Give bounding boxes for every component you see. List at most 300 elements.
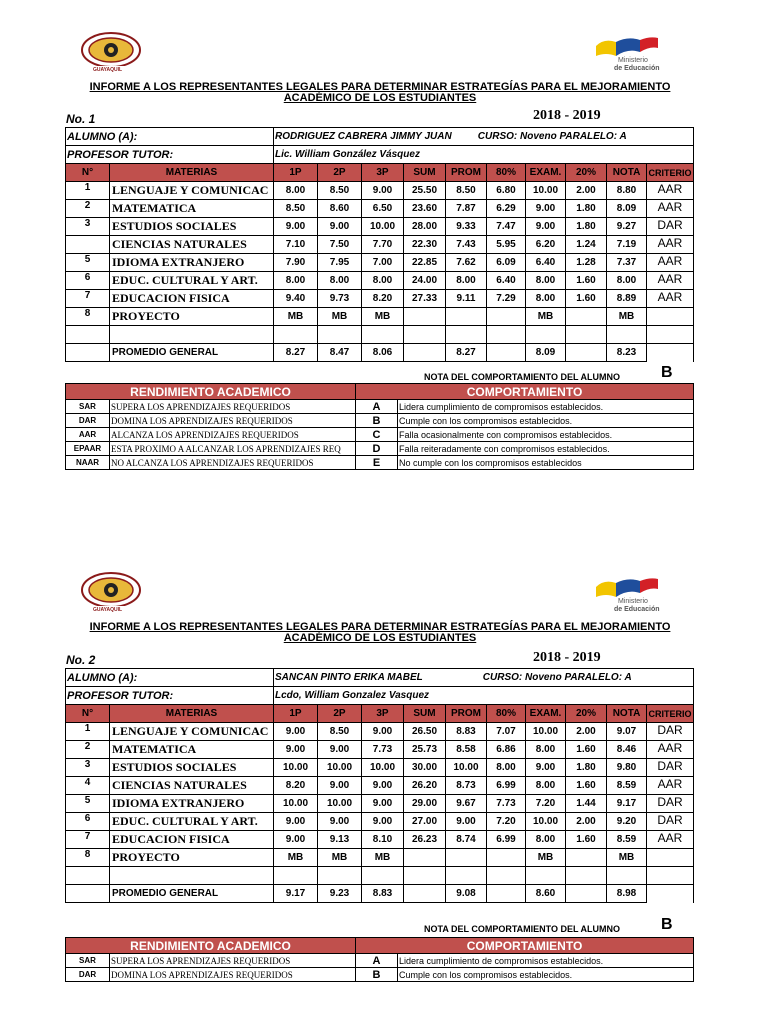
grade-prom: 9.11 bbox=[446, 290, 487, 308]
grade-p1: 8.20 bbox=[274, 777, 318, 795]
grade-criterio: DAR bbox=[647, 218, 694, 236]
subject-row bbox=[66, 308, 694, 326]
grade-sum: 24.00 bbox=[404, 272, 446, 290]
student-name: SANCAN PINTO ERIKA MABEL bbox=[275, 672, 423, 683]
subject-number: 5 bbox=[66, 795, 110, 813]
grade-80: 6.99 bbox=[487, 831, 526, 849]
grade-exam: 7.20 bbox=[526, 795, 566, 813]
grades-table bbox=[65, 127, 694, 362]
behavior-letter: D bbox=[356, 442, 398, 456]
grade-20: 1.60 bbox=[566, 741, 607, 759]
grade-20: 1.24 bbox=[566, 236, 607, 254]
grade-criterio: AAR bbox=[647, 741, 694, 759]
grade-exam: MB bbox=[526, 849, 566, 867]
grade-sum: 29.00 bbox=[404, 795, 446, 813]
avg-p2: 8.47 bbox=[318, 344, 362, 362]
grade-p3: 8.10 bbox=[362, 831, 404, 849]
subject-number: 3 bbox=[66, 218, 110, 236]
subject-name: MATEMATICA bbox=[110, 200, 274, 218]
grade-exam: 10.00 bbox=[526, 813, 566, 831]
avg-prom: 8.27 bbox=[446, 344, 487, 362]
grade-p1: 8.00 bbox=[274, 182, 318, 200]
grade-80: 6.99 bbox=[487, 777, 526, 795]
grade-p2: MB bbox=[318, 849, 362, 867]
subject-number: 3 bbox=[66, 759, 110, 777]
grade-nota: 8.80 bbox=[607, 182, 647, 200]
legend-description: NO ALCANZA LOS APRENDIZAJES REQUERIDOS bbox=[110, 456, 356, 470]
legend-code: AAR bbox=[66, 428, 110, 442]
grade-sum: 26.50 bbox=[404, 723, 446, 741]
subject-name: IDIOMA EXTRANJERO bbox=[110, 795, 274, 813]
behavior-description: Lidera cumplimiento de compromisos establecidos. bbox=[398, 400, 694, 414]
grade-sum bbox=[404, 849, 446, 867]
avg-prom: 9.08 bbox=[446, 885, 487, 903]
grade-p3: 7.73 bbox=[362, 741, 404, 759]
subject-number: 5 bbox=[66, 254, 110, 272]
grade-prom: 8.83 bbox=[446, 723, 487, 741]
grade-p2: 9.73 bbox=[318, 290, 362, 308]
grade-exam: MB bbox=[526, 308, 566, 326]
grade-nota: 7.37 bbox=[607, 254, 647, 272]
grade-80 bbox=[487, 849, 526, 867]
grade-20: 1.60 bbox=[566, 777, 607, 795]
grade-p3: MB bbox=[362, 308, 404, 326]
legend-row bbox=[66, 456, 694, 470]
grade-prom: 7.62 bbox=[446, 254, 487, 272]
grade-criterio: DAR bbox=[647, 759, 694, 777]
grade-nota: 8.46 bbox=[607, 741, 647, 759]
behavior-letter: C bbox=[356, 428, 398, 442]
subject-row bbox=[66, 200, 694, 218]
subject-number: 7 bbox=[66, 290, 110, 308]
grade-20 bbox=[566, 849, 607, 867]
grade-p1: 9.00 bbox=[274, 723, 318, 741]
behavior-letter: A bbox=[356, 400, 398, 414]
subject-number: 8 bbox=[66, 308, 110, 326]
col-nota: NOTA bbox=[607, 164, 647, 182]
grade-exam: 8.00 bbox=[526, 831, 566, 849]
grade-prom: 9.00 bbox=[446, 813, 487, 831]
grade-sum: 25.73 bbox=[404, 741, 446, 759]
grade-nota: MB bbox=[607, 308, 647, 326]
grade-p3: 9.00 bbox=[362, 795, 404, 813]
grade-p2: 9.00 bbox=[318, 741, 362, 759]
grade-prom: 10.00 bbox=[446, 759, 487, 777]
behavior-note-label: NOTA DEL COMPORTAMIENTO DEL ALUMNO bbox=[424, 924, 620, 934]
course-info: CURSO: Noveno PARALELO: A bbox=[477, 131, 627, 142]
grade-20: 1.28 bbox=[566, 254, 607, 272]
grade-exam: 6.40 bbox=[526, 254, 566, 272]
rendimiento-header: RENDIMIENTO ACADEMICO bbox=[66, 384, 356, 400]
grade-criterio: AAR bbox=[647, 290, 694, 308]
subject-row bbox=[66, 182, 694, 200]
grades-table bbox=[65, 668, 694, 903]
grade-p3: 9.00 bbox=[362, 723, 404, 741]
report-title: INFORME A LOS REPRESENTANTES LEGALES PARA DETERMINAR ESTRATEGÍAS PARA EL MEJORAMIENTO ACADÉMICO DE LOS ESTUDIANTES bbox=[89, 621, 671, 644]
legend-code: DAR bbox=[66, 968, 110, 982]
col-exam: EXAM. bbox=[526, 705, 566, 723]
grade-exam: 9.00 bbox=[526, 218, 566, 236]
grade-criterio: DAR bbox=[647, 795, 694, 813]
behavior-description: Falla reiteradamente con compromisos establecidos. bbox=[398, 442, 694, 456]
grade-prom: 9.67 bbox=[446, 795, 487, 813]
subject-name: PROYECTO bbox=[110, 849, 274, 867]
grade-p2: 9.00 bbox=[318, 813, 362, 831]
behavior-grade: B bbox=[661, 364, 673, 381]
grade-exam: 8.00 bbox=[526, 272, 566, 290]
empty-row bbox=[66, 867, 694, 885]
legend-row bbox=[66, 442, 694, 456]
grade-p3: 9.00 bbox=[362, 813, 404, 831]
legend-code: SAR bbox=[66, 954, 110, 968]
subject-name: EDUCACION FISICA bbox=[110, 831, 274, 849]
behavior-description: Lidera cumplimiento de compromisos establecidos. bbox=[398, 954, 694, 968]
col-prom: PROM bbox=[446, 164, 487, 182]
subject-row bbox=[66, 849, 694, 867]
grade-p3: 8.20 bbox=[362, 290, 404, 308]
grade-p3: 7.70 bbox=[362, 236, 404, 254]
grade-sum: 22.30 bbox=[404, 236, 446, 254]
grade-prom: 8.58 bbox=[446, 741, 487, 759]
legend-description: SUPERA LOS APRENDIZAJES REQUERIDOS bbox=[110, 400, 356, 414]
col-20: 20% bbox=[566, 705, 607, 723]
grade-prom: 8.73 bbox=[446, 777, 487, 795]
grade-80: 7.29 bbox=[487, 290, 526, 308]
comportamiento-header: COMPORTAMIENTO bbox=[356, 384, 694, 400]
grade-criterio: AAR bbox=[647, 272, 694, 290]
subject-number: 1 bbox=[66, 723, 110, 741]
legend-row bbox=[66, 954, 694, 968]
grade-p2: 9.00 bbox=[318, 218, 362, 236]
grade-80: 7.20 bbox=[487, 813, 526, 831]
avg-p3: 8.06 bbox=[362, 344, 404, 362]
subject-name: ESTUDIOS SOCIALES bbox=[110, 218, 274, 236]
col-20: 20% bbox=[566, 164, 607, 182]
grades-header bbox=[66, 705, 694, 723]
col-80: 80% bbox=[487, 705, 526, 723]
grade-p3: 9.00 bbox=[362, 777, 404, 795]
school-logo: GUAYAQUIL bbox=[80, 30, 142, 74]
avg-p2: 9.23 bbox=[318, 885, 362, 903]
grade-sum: 23.60 bbox=[404, 200, 446, 218]
col-p2: 2P bbox=[318, 164, 362, 182]
school-logo: GUAYAQUIL bbox=[80, 570, 142, 614]
grade-criterio: AAR bbox=[647, 236, 694, 254]
col-num: N° bbox=[66, 164, 110, 182]
course-info: CURSO: Noveno PARALELO: A bbox=[482, 672, 632, 683]
subject-name: CIENCIAS NATURALES bbox=[110, 236, 274, 254]
behavior-letter: B bbox=[356, 968, 398, 982]
grade-sum bbox=[404, 308, 446, 326]
grade-p1: 9.40 bbox=[274, 290, 318, 308]
grade-p3: 10.00 bbox=[362, 759, 404, 777]
col-exam: EXAM. bbox=[526, 164, 566, 182]
grade-nota: 9.80 bbox=[607, 759, 647, 777]
subject-row bbox=[66, 272, 694, 290]
student-name: RODRIGUEZ CABRERA JIMMY JUAN bbox=[275, 131, 452, 142]
grade-20: 1.44 bbox=[566, 795, 607, 813]
grade-exam: 10.00 bbox=[526, 182, 566, 200]
grade-p1: 9.00 bbox=[274, 813, 318, 831]
grade-nota: 8.09 bbox=[607, 200, 647, 218]
subject-row bbox=[66, 236, 694, 254]
subject-number: 6 bbox=[66, 813, 110, 831]
grade-sum: 22.85 bbox=[404, 254, 446, 272]
rendimiento-header: RENDIMIENTO ACADEMICO bbox=[66, 938, 356, 954]
grade-p2: 8.50 bbox=[318, 723, 362, 741]
subject-number: 4 bbox=[66, 777, 110, 795]
grade-prom: 8.00 bbox=[446, 272, 487, 290]
subject-name: EDUC. CULTURAL Y ART. bbox=[110, 813, 274, 831]
grade-p1: 9.00 bbox=[274, 831, 318, 849]
grade-20: 2.00 bbox=[566, 182, 607, 200]
subject-number: 8 bbox=[66, 849, 110, 867]
subject-name: IDIOMA EXTRANJERO bbox=[110, 254, 274, 272]
col-p1: 1P bbox=[274, 164, 318, 182]
subject-row bbox=[66, 290, 694, 308]
legend-description: ESTA PROXIMO A ALCANZAR LOS APRENDIZAJES REQ bbox=[110, 442, 356, 456]
grade-p1: 9.00 bbox=[274, 741, 318, 759]
grade-p2: 7.50 bbox=[318, 236, 362, 254]
col-materias: MATERIAS bbox=[110, 705, 274, 723]
grade-exam: 9.00 bbox=[526, 759, 566, 777]
grade-prom: 8.74 bbox=[446, 831, 487, 849]
grade-nota: 8.89 bbox=[607, 290, 647, 308]
grade-p2: 10.00 bbox=[318, 795, 362, 813]
school-year: 2018 - 2019 bbox=[533, 650, 601, 665]
behavior-letter: A bbox=[356, 954, 398, 968]
subject-row bbox=[66, 795, 694, 813]
grade-p2: 8.50 bbox=[318, 182, 362, 200]
grade-p1: 7.90 bbox=[274, 254, 318, 272]
behavior-letter: B bbox=[356, 414, 398, 428]
grade-80: 7.47 bbox=[487, 218, 526, 236]
legend-row bbox=[66, 414, 694, 428]
col-num: N° bbox=[66, 705, 110, 723]
col-p3: 3P bbox=[362, 705, 404, 723]
average-label: PROMEDIO GENERAL bbox=[110, 885, 274, 903]
col-criterio: CRITERIO bbox=[647, 705, 694, 723]
legend-description: DOMINA LOS APRENDIZAJES REQUERIDOS bbox=[110, 414, 356, 428]
subject-row bbox=[66, 831, 694, 849]
col-p2: 2P bbox=[318, 705, 362, 723]
ministry-logo: Ministerio de Educación bbox=[594, 575, 660, 615]
grade-nota: 8.00 bbox=[607, 272, 647, 290]
grade-p2: MB bbox=[318, 308, 362, 326]
subject-row bbox=[66, 813, 694, 831]
grade-exam: 8.00 bbox=[526, 777, 566, 795]
school-year: 2018 - 2019 bbox=[533, 108, 601, 123]
grade-80: 5.95 bbox=[487, 236, 526, 254]
grade-p3: 9.00 bbox=[362, 182, 404, 200]
subject-name: CIENCIAS NATURALES bbox=[110, 777, 274, 795]
grade-20: 2.00 bbox=[566, 813, 607, 831]
grade-criterio: AAR bbox=[647, 254, 694, 272]
subject-name: EDUCACION FISICA bbox=[110, 290, 274, 308]
subject-row bbox=[66, 759, 694, 777]
grade-80: 7.07 bbox=[487, 723, 526, 741]
subject-row bbox=[66, 218, 694, 236]
behavior-letter: E bbox=[356, 456, 398, 470]
tutor-label: PROFESOR TUTOR: bbox=[66, 146, 274, 164]
grade-p1: 8.50 bbox=[274, 200, 318, 218]
grade-prom: 7.43 bbox=[446, 236, 487, 254]
grade-prom bbox=[446, 849, 487, 867]
legend-code: NAAR bbox=[66, 456, 110, 470]
col-p3: 3P bbox=[362, 164, 404, 182]
col-criterio: CRITERIO bbox=[647, 164, 694, 182]
grade-sum: 27.00 bbox=[404, 813, 446, 831]
grade-p1: 10.00 bbox=[274, 759, 318, 777]
avg-p3: 8.83 bbox=[362, 885, 404, 903]
subject-row bbox=[66, 777, 694, 795]
grade-criterio: AAR bbox=[647, 200, 694, 218]
grade-p2: 9.13 bbox=[318, 831, 362, 849]
report-number: No. 1 bbox=[66, 112, 96, 126]
tutor-name: Lcdo, William Gonzalez Vasquez bbox=[274, 687, 694, 705]
grade-criterio bbox=[647, 308, 694, 326]
grade-sum: 28.00 bbox=[404, 218, 446, 236]
grade-sum: 26.20 bbox=[404, 777, 446, 795]
grades-header bbox=[66, 164, 694, 182]
grade-criterio: AAR bbox=[647, 831, 694, 849]
behavior-note-label: NOTA DEL COMPORTAMIENTO DEL ALUMNO bbox=[424, 372, 620, 382]
grade-80: 6.86 bbox=[487, 741, 526, 759]
grade-20: 1.80 bbox=[566, 200, 607, 218]
legend-code: EPAAR bbox=[66, 442, 110, 456]
grade-80: 8.00 bbox=[487, 759, 526, 777]
grade-criterio: AAR bbox=[647, 182, 694, 200]
grade-nota: 9.27 bbox=[607, 218, 647, 236]
col-p1: 1P bbox=[274, 705, 318, 723]
grade-nota: 9.07 bbox=[607, 723, 647, 741]
subject-row bbox=[66, 723, 694, 741]
avg-nota: 8.98 bbox=[607, 885, 647, 903]
grade-p2: 9.00 bbox=[318, 777, 362, 795]
legend-table bbox=[65, 383, 694, 470]
grade-exam: 6.20 bbox=[526, 236, 566, 254]
grade-nota: 8.59 bbox=[607, 831, 647, 849]
subject-number: 1 bbox=[66, 182, 110, 200]
grade-criterio: DAR bbox=[647, 723, 694, 741]
grade-p3: 6.50 bbox=[362, 200, 404, 218]
grade-exam: 8.00 bbox=[526, 290, 566, 308]
grade-p3: 7.00 bbox=[362, 254, 404, 272]
legend-row bbox=[66, 400, 694, 414]
grade-80: 6.29 bbox=[487, 200, 526, 218]
legend-row bbox=[66, 968, 694, 982]
grade-exam: 8.00 bbox=[526, 741, 566, 759]
grade-p3: 10.00 bbox=[362, 218, 404, 236]
behavior-description: Cumple con los compromisos establecidos. bbox=[398, 414, 694, 428]
subject-row bbox=[66, 254, 694, 272]
subject-name: EDUC. CULTURAL Y ART. bbox=[110, 272, 274, 290]
behavior-description: Cumple con los compromisos establecidos. bbox=[398, 968, 694, 982]
grade-p2: 10.00 bbox=[318, 759, 362, 777]
grade-prom: 7.87 bbox=[446, 200, 487, 218]
grade-nota: 8.59 bbox=[607, 777, 647, 795]
col-materias: MATERIAS bbox=[110, 164, 274, 182]
grade-p1: MB bbox=[274, 849, 318, 867]
grade-criterio: AAR bbox=[647, 777, 694, 795]
col-80: 80% bbox=[487, 164, 526, 182]
tutor-label: PROFESOR TUTOR: bbox=[66, 687, 274, 705]
grade-p2: 8.60 bbox=[318, 200, 362, 218]
behavior-description: No cumple con los compromisos establecidos bbox=[398, 456, 694, 470]
avg-exam: 8.60 bbox=[526, 885, 566, 903]
legend-description: DOMINA LOS APRENDIZAJES REQUERIDOS bbox=[110, 968, 356, 982]
col-sum: SUM bbox=[404, 705, 446, 723]
avg-nota: 8.23 bbox=[607, 344, 647, 362]
grade-20: 1.60 bbox=[566, 831, 607, 849]
average-row bbox=[66, 344, 694, 362]
report-title: INFORME A LOS REPRESENTANTES LEGALES PARA DETERMINAR ESTRATEGÍAS PARA EL MEJORAMIENTO ACADÉMICO DE LOS ESTUDIANTES bbox=[89, 81, 671, 104]
legend-description: ALCANZA LOS APRENDIZAJES REQUERIDOS bbox=[110, 428, 356, 442]
grade-nota: 9.20 bbox=[607, 813, 647, 831]
average-label: PROMEDIO GENERAL bbox=[110, 344, 274, 362]
subject-name: PROYECTO bbox=[110, 308, 274, 326]
col-sum: SUM bbox=[404, 164, 446, 182]
avg-p1: 8.27 bbox=[274, 344, 318, 362]
grade-nota: 9.17 bbox=[607, 795, 647, 813]
grade-criterio: DAR bbox=[647, 813, 694, 831]
grade-20: 1.80 bbox=[566, 759, 607, 777]
grade-exam: 10.00 bbox=[526, 723, 566, 741]
grade-p1: 7.10 bbox=[274, 236, 318, 254]
grade-p1: 10.00 bbox=[274, 795, 318, 813]
comportamiento-header: COMPORTAMIENTO bbox=[356, 938, 694, 954]
grade-nota: 7.19 bbox=[607, 236, 647, 254]
grade-p1: MB bbox=[274, 308, 318, 326]
grade-p1: 9.00 bbox=[274, 218, 318, 236]
legend-description: SUPERA LOS APRENDIZAJES REQUERIDOS bbox=[110, 954, 356, 968]
grade-20: 1.60 bbox=[566, 290, 607, 308]
subject-number bbox=[66, 236, 110, 254]
grade-80: 6.80 bbox=[487, 182, 526, 200]
alumno-label: ALUMNO (A): bbox=[66, 669, 274, 687]
grade-exam: 9.00 bbox=[526, 200, 566, 218]
grade-80: 6.09 bbox=[487, 254, 526, 272]
grade-sum: 26.23 bbox=[404, 831, 446, 849]
grade-nota: MB bbox=[607, 849, 647, 867]
subject-number: 2 bbox=[66, 200, 110, 218]
report-number: No. 2 bbox=[66, 653, 96, 667]
empty-row bbox=[66, 326, 694, 344]
subject-name: LENGUAJE Y COMUNICAC bbox=[110, 182, 274, 200]
tutor-name: Lic. William González Vásquez bbox=[274, 146, 694, 164]
grade-20: 1.60 bbox=[566, 272, 607, 290]
grade-criterio bbox=[647, 849, 694, 867]
subject-number: 7 bbox=[66, 831, 110, 849]
avg-exam: 8.09 bbox=[526, 344, 566, 362]
grade-sum: 27.33 bbox=[404, 290, 446, 308]
ministry-logo: Ministerio de Educación bbox=[594, 34, 660, 74]
grade-p3: 8.00 bbox=[362, 272, 404, 290]
grade-p3: MB bbox=[362, 849, 404, 867]
grade-20: 1.80 bbox=[566, 218, 607, 236]
grade-p2: 8.00 bbox=[318, 272, 362, 290]
grade-sum: 25.50 bbox=[404, 182, 446, 200]
subject-name: MATEMATICA bbox=[110, 741, 274, 759]
subject-name: LENGUAJE Y COMUNICAC bbox=[110, 723, 274, 741]
subject-number: 6 bbox=[66, 272, 110, 290]
subject-row bbox=[66, 741, 694, 759]
average-row bbox=[66, 885, 694, 903]
avg-p1: 9.17 bbox=[274, 885, 318, 903]
subject-name: ESTUDIOS SOCIALES bbox=[110, 759, 274, 777]
grade-prom: 9.33 bbox=[446, 218, 487, 236]
legend-code: DAR bbox=[66, 414, 110, 428]
